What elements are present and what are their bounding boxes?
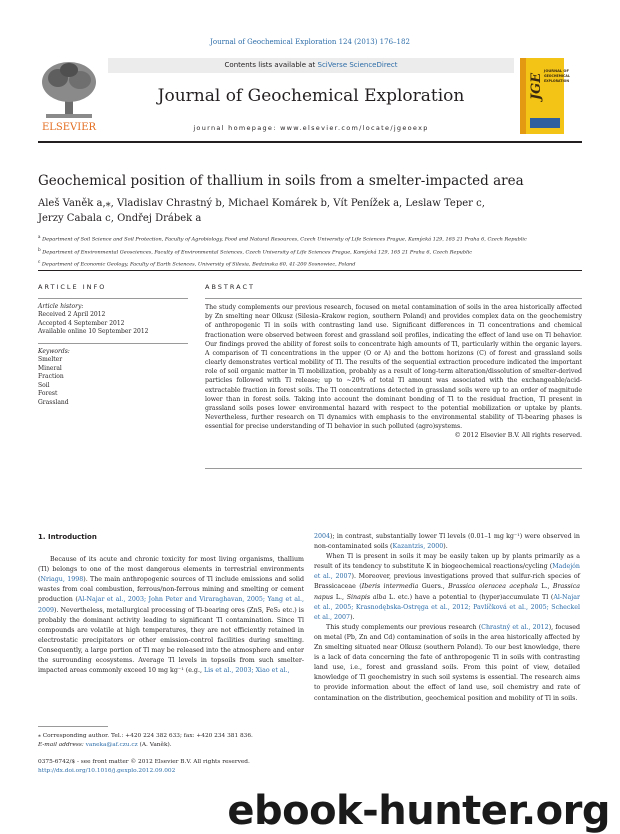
running-head[interactable]: Journal of Geochemical Exploration 124 (2013) 176–182 bbox=[210, 38, 410, 46]
species-name: Brassica oleracea acephala bbox=[448, 583, 538, 591]
elsevier-wordmark: ELSEVIER bbox=[41, 122, 97, 133]
history-accepted: Accepted 4 September 2012 bbox=[38, 319, 125, 327]
intro-paragraph-2: When Tl is present in soils it may be easily taken up by plants primarily as a result of its tendency to substitute K in biogeochemical reactions/cycling (Madejón et al., 2007). Moreover, previous investigations proved that sulfur-rich species of Brassicaceae (Iberis intermedia Guers., Brassica oleracea acephala L., Brassica napus L., Sinapis alba L. etc.) have a potential to (hyper)accumulate Tl (Al-Najar et al., 2005; Krasnodębska-Ostręga et al., 2012; Pavlíčková et al., 2005; Scheckel et al., 2007). bbox=[314, 553, 581, 621]
affiliations-rule bbox=[38, 270, 582, 271]
citation-link[interactable]: Nriagu, 1998 bbox=[40, 576, 84, 584]
history-online: Available online 10 September 2012 bbox=[38, 328, 149, 335]
species-name: Sinapis alba bbox=[346, 593, 387, 601]
article-info-rule bbox=[38, 298, 188, 299]
authors-line-1[interactable]: Aleš Vaněk a,⁎, Vladislav Chrastný b, Michael Komárek b, Vít Penížek a, Leslaw Teper c, bbox=[38, 198, 485, 209]
cover-initials: JGE bbox=[529, 72, 544, 100]
watermark-text: ebook-hunter.org bbox=[227, 788, 610, 834]
author-list bbox=[38, 196, 582, 226]
footnote-mark: ⁎ bbox=[38, 733, 41, 739]
intro-paragraph-1: Because of its acute and chronic toxicity for most living organisms, thallium (Tl) belongs to one of the most dangerous elements in terrestrial environments (Nriagu, 1998). The main anthropogenic sources of Tl include emissions and solid wastes from coal combustion, ferrous/non-ferrous mining and smelting or cement production (Al-Najar et al., 2003; John Peter and Viraraghavan, 2005; Yang et al., 2009). Nevertheless, metallurgical processing of Tl-bearing ores (ZnS, FeS₂ etc.) is probably the dominant activity leading to significant Tl contamination. Since Tl compounds are volatile at high temperatures, they are not efficiently retained in electrostatic precipitators or other emission-control facilities during smelting. Consequently, a large portion of Tl may be released into the atmosphere and enter the surrounding ecosystems. Average Tl levels in topsoils from such smelter-impacted areas commonly exceed 10 mg kg⁻¹ (e.g., Lis et al., 2003; Xiao et al., bbox=[38, 556, 304, 675]
footnote-rule bbox=[38, 726, 108, 727]
cover-title-line-2: GEOCHEMICAL bbox=[544, 74, 570, 78]
elsevier-tree-logo[interactable] bbox=[38, 58, 100, 134]
journal-homepage-link[interactable]: journal homepage: www.elsevier.com/locate/jgeoexp bbox=[193, 124, 429, 132]
keyword: Soil bbox=[38, 381, 50, 389]
affiliations bbox=[38, 232, 582, 270]
journal-cover-thumbnail[interactable] bbox=[520, 58, 570, 134]
intro-paragraph-3: This study complements our previous research (Chrastný et al., 2012), focused on metal (Pb, Zn and Cd) contamination of soils in the area historically affected by Zn smelting situated near Olkusz (southern Poland). To our best knowledge, there is a lack of data concerning the fate of anthropogenic Tl in soils with contrasting land use, i.e., forest and grassland soils. From this point of view, detailed knowledge of Tl geochemistry in such soil systems is essential. The research aims to provide information about the effect of land use, soil chemistry and rate of contamination on the distribution, geochemical position and mobility of Tl in soils. bbox=[314, 623, 581, 702]
citation-link[interactable]: Chrastný et al., 2012 bbox=[481, 623, 549, 631]
intro-paragraph-1-continued: 2004); in contrast, substantially lower Tl levels (0.01–1 mg kg⁻¹) were observed in non-contaminated soils (Kazantzis, 2000). bbox=[314, 533, 580, 551]
citation-link[interactable]: Madejón et al., 2007 bbox=[314, 563, 580, 581]
history-label: Article history: bbox=[38, 302, 84, 310]
footnote-email: E-mail address: vaneka@af.czu.cz (A. Vaněk). bbox=[38, 742, 172, 748]
article-info-heading: ARTICLE INFO bbox=[38, 283, 107, 291]
footnote-contact: ⁎ Corresponding author. Tel.: +420 224 382 633; fax: +420 234 381 836. bbox=[38, 733, 253, 739]
abstract bbox=[205, 283, 582, 441]
abstract-text: The study complements our previous research, focused on metal contamination of soils in the area historically affected by Zn smelting near Olkusz (Silesia–Krakow region, southern Poland) and provides complex data on the geochemistry of anthropogenic Tl in soils with contrasting land use. Significant differences in Tl concentrations and chemical fractionation were observed between forest and grassland soil profiles, indicating the effect of land use on Tl behavior. Our findings proved the ability of forest soils to concentrate high amounts of Tl, particularly within the organic layers. A comparison of Tl concentrations in the upper (O or A) and the bottom horizons (C) of forest and grassland soils clearly demonstrates vertical mobility of Tl. The results of the sequential extraction procedure indicated the important role of soil organic matter in Tl mobilization, probably as a result of long-term alteration/dissolution of smelter-derived particles followed with Tl release; up to ~20% of total Tl amount was associated with the exchangeable/acid-extractable fraction in forest soils. The Tl concentrations detected in grassland soils were up to an order of magnitude lower than in forest soils. Taking into account the dominant bonding of Tl to the residual fraction, Tl present in grassland soils poses lower environmental hazard with respect to the potential mobilization or uptake by plants. Nevertheless, further research on Tl dynamics with emphasis to the environmental stability of Tl-bearing phases is essential for precise understanding of Tl behavior in such polluted (agro)systems. bbox=[205, 304, 582, 431]
article-title: Geochemical position of thallium in soils from a smelter-impacted area bbox=[38, 173, 524, 189]
abstract-heading-rule bbox=[205, 298, 582, 299]
species-name: Iberis intermedia bbox=[361, 583, 419, 591]
issn-line: 0375-6742/$ - see front matter © 2012 Elsevier B.V. All rights reserved. bbox=[38, 759, 250, 765]
sciencedirect-link[interactable]: SciVerse ScienceDirect bbox=[317, 61, 398, 69]
front-matter bbox=[38, 758, 304, 776]
keyword: Grassland bbox=[38, 398, 69, 406]
journal-title[interactable]: Journal of Geochemical Exploration bbox=[157, 86, 465, 106]
abstract-heading: ABSTRACT bbox=[205, 283, 255, 291]
species-name: Brassica napus bbox=[314, 583, 580, 601]
contents-prefix: Contents lists available at bbox=[224, 61, 318, 69]
keywords-rule bbox=[38, 343, 188, 344]
history-received: Received 2 April 2012 bbox=[38, 311, 106, 318]
cover-title-line-3: EXPLORATION bbox=[544, 79, 570, 83]
affiliation-c: $^c$ Department of Economic Geology, Faculty of Earth Sciences, University of Silesia, Bedzinska 60, 41-200 Sosnowiec, Poland bbox=[38, 259, 356, 268]
affiliation-b: $^b$ Department of Environmental Geosciences, Faculty of Environmental Sciences, Czech University of Life Sciences Prague, Kamýcká 129, 165 21 Praha 6, Czech Republic bbox=[38, 246, 473, 256]
body-column-right bbox=[314, 532, 580, 704]
section-heading-introduction: 1. Introduction bbox=[38, 533, 97, 541]
contents-bar bbox=[108, 58, 514, 73]
keyword: Fraction bbox=[38, 373, 64, 380]
corresponding-author-footnote bbox=[38, 726, 304, 750]
keyword: Smelter bbox=[38, 356, 63, 363]
keyword: Forest bbox=[38, 390, 58, 397]
doi-link[interactable]: http://dx.doi.org/10.1016/j.gexplo.2012.09.002 bbox=[38, 768, 176, 774]
citation-link[interactable]: 2004 bbox=[314, 533, 331, 540]
article-info bbox=[38, 283, 188, 407]
body-column-left bbox=[38, 532, 304, 676]
citation-link[interactable]: Kazantzis, 2000 bbox=[392, 543, 444, 551]
email-link[interactable]: vaneka@af.czu.cz bbox=[85, 742, 138, 748]
authors-line-2[interactable]: Jerzy Cabala c, Ondřej Drábek a bbox=[38, 213, 202, 224]
keywords-label: Keywords: bbox=[38, 347, 70, 355]
abstract-copyright: © 2012 Elsevier B.V. All rights reserved. bbox=[454, 432, 582, 440]
masthead-rule bbox=[38, 141, 582, 143]
citation-link[interactable]: Al-Najar et al., 2005; Krasnodębska-Ostręga et al., 2012; Pavlíčková et al., 2005; Scheckel et al., 2007 bbox=[314, 593, 581, 621]
abstract-bottom-rule bbox=[205, 468, 582, 469]
affiliation-a: $^a$ Department of Soil Science and Soil Protection, Faculty of Agrobiology, Food and Natural Resources, Czech University of Life Sciences Prague, Kamýcká 129, 165 21 Praha 6, Czech Republic bbox=[38, 234, 527, 243]
masthead bbox=[38, 58, 582, 134]
citation-link[interactable]: Al-Najar et al., 2003; John Peter and Viraraghavan, 2005; Yang et al., 2009 bbox=[38, 596, 304, 614]
keyword: Mineral bbox=[38, 364, 62, 372]
cover-title-line-1: JOURNAL OF bbox=[544, 69, 569, 73]
citation-link[interactable]: Lis et al., 2003; Xiao et al., bbox=[203, 667, 290, 675]
